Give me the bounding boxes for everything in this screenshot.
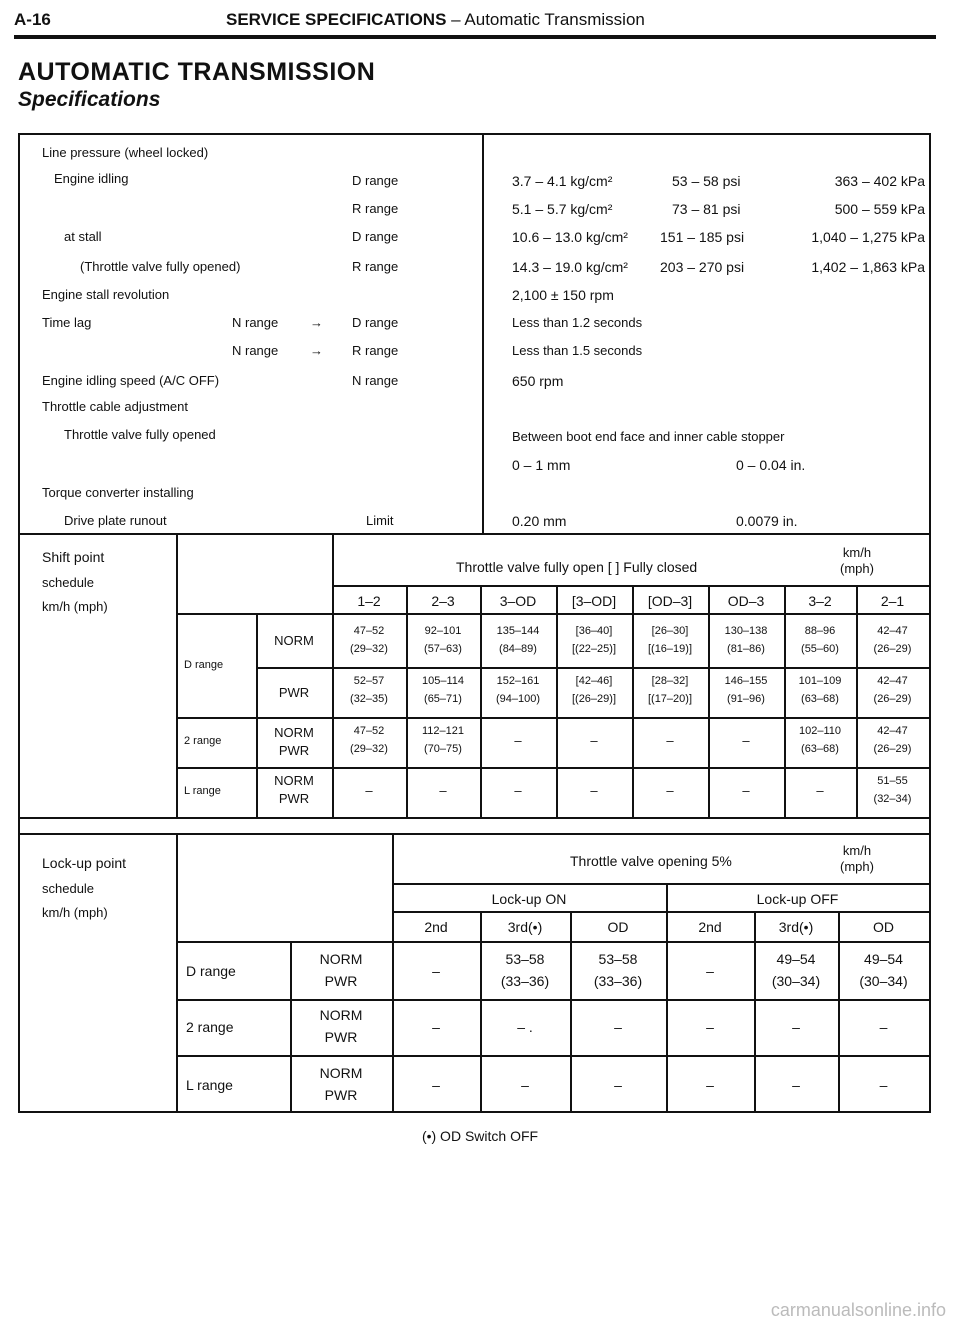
header-rule: [14, 35, 936, 39]
row-rule: [176, 717, 929, 719]
stall-rev-label: Engine stall revolution: [42, 287, 170, 302]
shift-cell: (29–32): [350, 743, 388, 755]
limit-label: Limit: [366, 513, 394, 528]
header-subsection: – Automatic Transmission: [451, 10, 645, 29]
mode-norm: NORM: [274, 633, 314, 648]
lockup-cell-dash: –: [614, 1077, 622, 1093]
shift-col-header: 3–2: [808, 593, 832, 609]
shift-cell: (32–34): [873, 793, 912, 805]
pressure-value: 363 – 402 kPa: [834, 173, 925, 189]
shift-cell-value: 28–32: [654, 675, 686, 687]
lockup-2-range: 2 range: [186, 1019, 234, 1035]
shift-cell: (81–86): [727, 643, 765, 655]
shift-cell: [26–30]: [651, 625, 689, 637]
lag-d-value: Less than 1.2 seconds: [512, 315, 643, 330]
page-code: A-16: [14, 10, 51, 29]
lockup-cell-dash: –: [432, 963, 440, 979]
lockup-unit-kmh: km/h: [842, 843, 872, 858]
shift-cell-value: 26–30: [654, 625, 686, 637]
lockup-cell-dash: –: [706, 1077, 714, 1093]
range-label: D range: [352, 173, 399, 188]
shift-cell: [(22–25)]: [571, 643, 617, 655]
pressure-value: 1,402 – 1,863 kPa: [811, 259, 925, 275]
shift-cell: (55–60): [801, 643, 839, 655]
pressure-value: 5.1 – 5.7 kg/cm²: [512, 201, 613, 217]
shift-cell-dash: –: [666, 783, 674, 798]
shift-cell: 47–52: [353, 725, 385, 737]
shift-col-header: 2–1: [880, 593, 905, 609]
time-lag-label: Time lag: [42, 315, 92, 330]
spec-bottom-rule: [20, 533, 929, 535]
engine-idling-label: Engine idling: [54, 171, 129, 186]
shift-cell: 52–57: [353, 675, 385, 687]
lockup-col-header: 2nd: [424, 919, 448, 935]
shift-cell-dash: –: [816, 783, 824, 798]
lockup-label: Lock-up point: [42, 855, 127, 871]
shift-cell: (26–29): [873, 743, 912, 755]
drive-plate-label: Drive plate runout: [64, 513, 167, 528]
shift-col-header: [OD–3]: [647, 593, 693, 609]
shift-cell: 47–52: [353, 625, 385, 637]
shift-cell-value: 42–46: [578, 675, 610, 687]
lockup-cell: 49–54: [776, 951, 816, 967]
range-label: R range: [352, 259, 399, 274]
cable-desc: Between boot end face and inner cable stopper: [512, 429, 785, 444]
shift-cell: 42–47: [877, 675, 908, 687]
pressure-value: 14.3 – 19.0 kg/cm²: [512, 259, 628, 275]
shift-cell: [42–46]: [575, 675, 613, 687]
shift-cell: (84–89): [499, 643, 537, 655]
shift-cell: 42–47: [877, 625, 908, 637]
shift-cell: (29–32): [350, 643, 388, 655]
lockup-top-rule: [20, 833, 929, 835]
shift-cell: (91–96): [727, 693, 765, 705]
shift-colhead-rule: [176, 613, 929, 615]
shift-col-header: 3–OD: [499, 593, 537, 609]
shift-cell-value: (16–19): [651, 643, 689, 655]
lockup-header-rule: [392, 883, 929, 885]
shift-cell: 92–101: [424, 625, 462, 637]
page-header-title: [226, 10, 645, 30]
shift-cell: [(16–19)]: [647, 643, 693, 655]
shift-bottom-rule: [20, 817, 929, 819]
idle-value: 650 rpm: [512, 373, 564, 389]
shift-cell-dash: –: [742, 783, 750, 798]
shift-cell-value: 36–40: [578, 625, 610, 637]
watermark: carmanualsonline.info: [770, 1300, 946, 1320]
shift-cell-dash: –: [514, 783, 522, 798]
lockup-label-divider: [176, 833, 178, 1113]
lockup-cell: (33–36): [500, 973, 550, 989]
lockup-cell-dash: –: [432, 1077, 440, 1093]
lockup-cell-dash: –: [614, 1019, 622, 1035]
shift-cell: 105–114: [421, 675, 464, 687]
mode-norm: NORM: [274, 725, 314, 740]
lockup-col-header: 2nd: [698, 919, 722, 935]
range-label: R range: [352, 201, 399, 216]
mode-pwr: PWR: [324, 1029, 358, 1045]
lockup-cell-dash: –: [879, 1077, 888, 1093]
throttle-opened-label: (Throttle valve fully opened): [80, 259, 241, 274]
spec-table: [18, 133, 931, 1113]
idle-speed-label: Engine idling speed (A/C OFF): [42, 373, 220, 388]
runout-mm-value: 0.20 mm: [512, 513, 567, 529]
lockup-cell-dash: – .: [517, 1019, 533, 1035]
mode-pwr: PWR: [278, 791, 310, 806]
mode-norm: NORM: [274, 773, 314, 788]
lockup-cell-dash: –: [706, 963, 714, 979]
shift-cell: (26–29): [873, 643, 912, 655]
pressure-value: 500 – 559 kPa: [834, 201, 925, 217]
shift-cell-dash: –: [439, 783, 447, 798]
shift-cell: (63–68): [801, 693, 839, 705]
time-lag-n-range-1: N range: [232, 315, 279, 330]
pressure-value: 10.6 – 13.0 kg/cm²: [512, 229, 628, 245]
lockup-cell-dash: –: [792, 1019, 800, 1035]
stall-value: 2,100 ± 150 rpm: [512, 287, 614, 303]
row-rule: [176, 1055, 929, 1057]
header-section: SERVICE SPECIFICATIONS: [226, 10, 447, 29]
shift-d-range: D range: [184, 659, 224, 671]
shift-col-header: 2–3: [431, 593, 455, 609]
mode-norm: NORM: [319, 1065, 363, 1081]
shift-cell: (94–100): [495, 693, 541, 705]
torque-conv-label: Torque converter installing: [42, 485, 194, 500]
shift-cell: 152–161: [496, 675, 540, 687]
row-rule: [256, 667, 929, 669]
shift-cell: 101–109: [798, 675, 842, 687]
lockup-col-header: OD: [607, 919, 629, 935]
cable-in-value: 0 – 0.04 in.: [736, 457, 806, 473]
runout-in-value: 0.0079 in.: [736, 513, 798, 529]
lockup-cell-dash: –: [792, 1077, 800, 1093]
mode-norm: NORM: [319, 1007, 363, 1023]
lockup-cell: 49–54: [864, 951, 903, 967]
shift-cell: (26–29): [873, 693, 912, 705]
page-title: AUTOMATIC TRANSMISSION: [18, 58, 376, 86]
shift-unit-mph: (mph): [840, 561, 874, 576]
at-stall-label: at stall: [64, 229, 102, 244]
shift-col-header: 1–2: [357, 593, 381, 609]
footnote: (•) OD Switch OFF: [421, 1128, 539, 1144]
lockup-cell-dash: –: [521, 1077, 529, 1093]
shift-cell: 146–155: [724, 675, 768, 687]
lockup-l-range: L range: [186, 1077, 233, 1093]
row-rule: [176, 999, 929, 1001]
shift-l-range: L range: [184, 785, 221, 797]
pressure-value: 53 – 58 psi: [672, 173, 741, 189]
lockup-col-header: 3rd(•): [778, 919, 814, 935]
shift-2-range: 2 range: [184, 735, 222, 747]
shift-label-divider: [176, 533, 178, 817]
lockup-cell-dash: –: [879, 1019, 888, 1035]
lockup-cell: (30–34): [859, 973, 908, 989]
shift-cell-dash: –: [514, 733, 522, 748]
lockup-d-range: D range: [186, 963, 236, 979]
lockup-col-header: OD: [873, 919, 894, 935]
shift-cell: 112–121: [421, 725, 464, 737]
lockup-col-header: 3rd(•): [507, 919, 543, 935]
lockup-cell: (30–34): [771, 973, 821, 989]
shift-label: Shift point: [42, 549, 105, 565]
shift-cell-dash: –: [590, 783, 598, 798]
spec-divider: [482, 135, 484, 535]
arrow-icon: →: [310, 315, 323, 330]
shift-cell: [(17–20)]: [647, 693, 693, 705]
cable-adj-sub-label: Throttle valve fully opened: [64, 427, 216, 442]
line-pressure-label: Line pressure (wheel locked): [42, 145, 209, 160]
page-subtitle: Specifications: [18, 88, 161, 111]
shift-cell: 130–138: [724, 625, 768, 637]
shift-header: Throttle valve fully open [ ] Fully closed: [456, 559, 698, 575]
pressure-value: 1,040 – 1,275 kPa: [811, 229, 925, 245]
lockup-cell: (33–36): [593, 973, 643, 989]
shift-cell-dash: –: [365, 783, 373, 798]
shift-cell: (63–68): [801, 743, 839, 755]
shift-header-rule: [332, 585, 929, 587]
shift-cell-dash: –: [666, 733, 674, 748]
pressure-value: 3.7 – 4.1 kg/cm²: [512, 173, 613, 189]
shift-cell: 135–144: [496, 625, 540, 637]
mode-norm: NORM: [319, 951, 363, 967]
shift-cell: 51–55: [877, 775, 908, 787]
mode-pwr: PWR: [324, 1087, 358, 1103]
shift-cell: (32–35): [350, 693, 388, 705]
lockup-label-2: schedule: [42, 881, 95, 896]
range-label: R range: [352, 343, 399, 358]
shift-cell: [(26–29)]: [571, 693, 617, 705]
lockup-on: Lock-up ON: [491, 891, 567, 907]
shift-cell-dash: –: [590, 733, 598, 748]
shift-cell-value: (17–20): [651, 693, 689, 705]
mode-pwr: PWR: [278, 743, 310, 758]
range-label: D range: [352, 315, 399, 330]
shift-cell: (57–63): [424, 643, 462, 655]
lockup-label-3: km/h (mph): [42, 905, 108, 920]
pressure-value: 151 – 185 psi: [660, 229, 745, 245]
shift-cell: (65–71): [424, 693, 462, 705]
lockup-cell: 53–58: [598, 951, 638, 967]
arrow-icon: →: [310, 343, 323, 358]
shift-unit-kmh: km/h: [842, 545, 872, 560]
lockup-cell-dash: –: [706, 1019, 714, 1035]
range-label: D range: [352, 229, 399, 244]
shift-label-3: km/h (mph): [42, 599, 108, 614]
range-label: N range: [352, 373, 399, 388]
lockup-unit-mph: (mph): [840, 859, 874, 874]
shift-cell: 88–96: [804, 625, 836, 637]
lockup-header: Throttle valve opening 5%: [570, 853, 732, 869]
shift-label-2: schedule: [42, 575, 95, 590]
time-lag-n-range-2: N range: [232, 343, 279, 358]
shift-cell: [28–32]: [651, 675, 689, 687]
lag-r-value: Less than 1.5 seconds: [512, 343, 643, 358]
shift-cell: (70–75): [424, 743, 462, 755]
shift-cell-value: (26–29): [575, 693, 613, 705]
lockup-colhead-rule: [176, 941, 929, 943]
lockup-cell-dash: –: [432, 1019, 440, 1035]
cable-mm-value: 0 – 1 mm: [512, 457, 571, 473]
shift-cell-dash: –: [742, 733, 750, 748]
shift-cell: [36–40]: [575, 625, 613, 637]
lockup-cell: 53–58: [505, 951, 545, 967]
shift-col-header: OD–3: [727, 593, 765, 609]
shift-cell-value: (22–25): [575, 643, 613, 655]
shift-cell: 42–47: [877, 725, 908, 737]
mode-pwr: PWR: [278, 685, 310, 700]
pressure-value: 203 – 270 psi: [660, 259, 745, 275]
mode-pwr: PWR: [324, 973, 358, 989]
lockup-off: Lock-up OFF: [756, 891, 839, 907]
shift-cell: 102–110: [798, 725, 841, 737]
cable-adj-label: Throttle cable adjustment: [42, 399, 188, 414]
pressure-value: 73 – 81 psi: [672, 201, 741, 217]
row-rule: [176, 767, 929, 769]
lockup-sub-rule: [392, 911, 929, 913]
shift-col-header: [3–OD]: [571, 593, 617, 609]
